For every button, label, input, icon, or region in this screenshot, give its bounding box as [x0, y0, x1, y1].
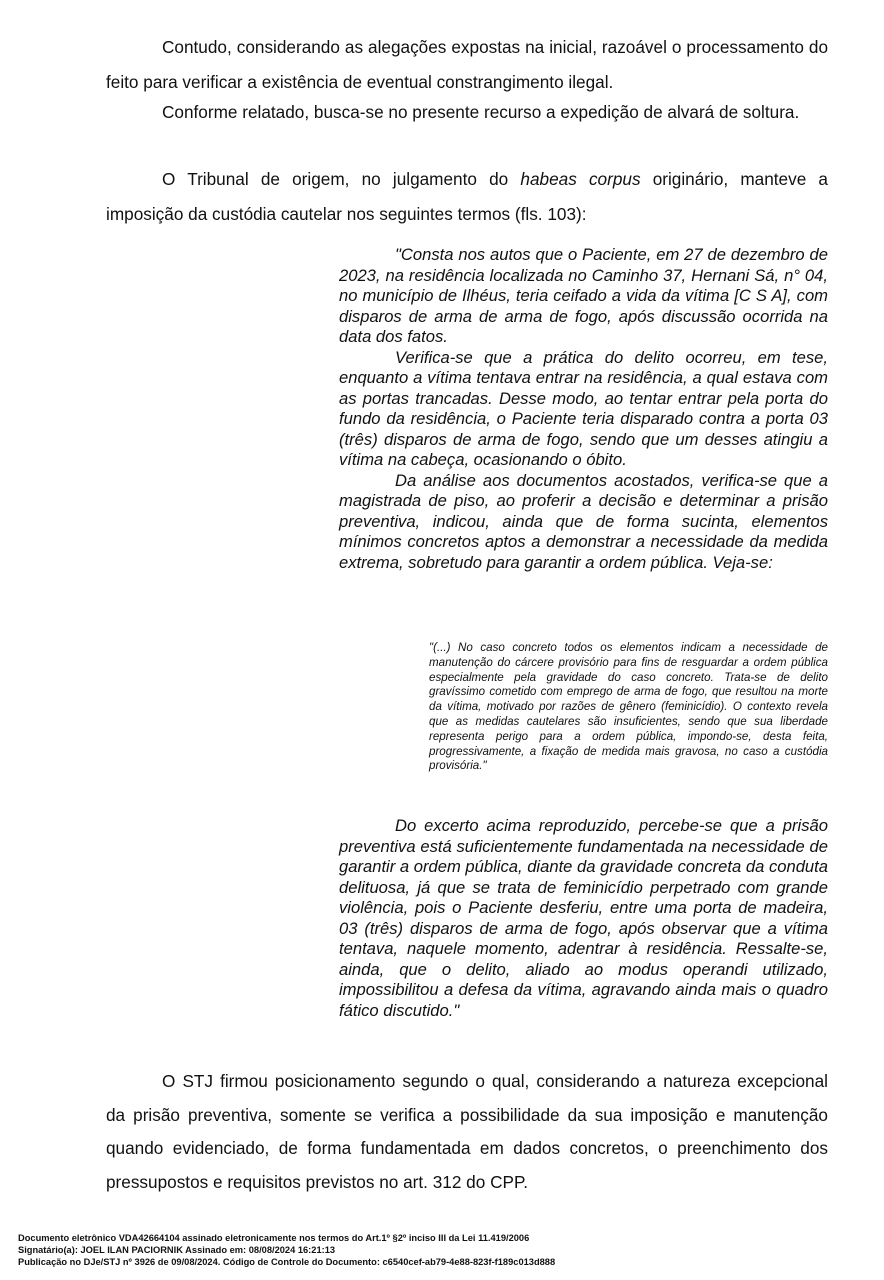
inner-quote: "(...) No caso concreto todos os elementos indicam a necessidade de manutenção do cárcere provisório para fins de resguardar a ordem pública especialmente pela gravidade do caso concreto. Trata-se de delito gravíssimo cometido com emprego de arma de fogo, que resultou na morte da vítima, motivado por razões de gênero (feminicídio). O contexto revela que as medidas cautelares são insuficientes, sendo que sua liberdade representa perigo para a ordem pública, impondo-se, desta feita, progressivamente, a fixação de medida mais gravosa, no caso a custódia provisória." [429, 641, 828, 773]
paragraph-3-italic: habeas corpus [520, 169, 641, 189]
footer-line-1: Documento eletrônico VDA42664104 assinado eletronicamente nos termos do Art.1º §2º inciso III da Lei 11.419/2006 [18, 1233, 530, 1243]
paragraph-4 [106, 1065, 828, 1199]
paragraph-3-text-b: originário, manteve a imposição da custódia cautelar nos seguintes termos (fls. 103): [106, 169, 828, 224]
footer-line-3: Publicação no DJe/STJ nº 3926 de 09/08/2024. Código de Controle do Documento: c6540cef-ab79-4e88-823f-f189c013d888 [18, 1257, 556, 1267]
paragraph-3 [106, 162, 828, 231]
quote-paragraph-4: Do excerto acima reproduzido, percebe-se que a prisão preventiva está suficientemente fundamentada na necessidade de garantir a ordem pública, diante da gravidade concreta da conduta delituosa, já que se trata de feminicídio perpetrado com grande violência, pois o Paciente desferiu, entre uma porta de madeira, 03 (três) disparos de arma de fogo, após observar que a vítima tentava, naquele momento, adentrar à residência. Ressalte-se, ainda, que o delito, aliado ao modus operandi utilizado, impossibilitou a defesa da vítima, agravando ainda mais o quadro fático discutido." [339, 816, 828, 1020]
quote-paragraph-1: "Consta nos autos que o Paciente, em 27 de dezembro de 2023, na residência localizada no Caminho 37, Hernani Sá, n° 04, no município de Ilhéus, teria ceifado a vida da vítima [C S A], com disparos de arma de arma de fogo, após discussão ocorrida na data dos fatos. [339, 245, 828, 346]
paragraph-3-text-a: O Tribunal de origem, no julgamento do [162, 169, 521, 189]
paragraph-1-text: Contudo, considerando as alegações expostas na inicial, razoável o processamento do feito para verificar a existência de eventual constrangimento ilegal. [106, 37, 828, 92]
block-quote-conclusion [339, 816, 828, 1021]
quote-paragraph-3: Da análise aos documentos acostados, verifica-se que a magistrada de piso, ao proferir a decisão e determinar a prisão preventiva, indicou, ainda que de forma sucinta, elementos mínimos concretos aptos a demonstrar a necessidade da medida extrema, sobretudo para garantir a ordem pública. Veja-se: [339, 470, 828, 572]
paragraph-2-text: Conforme relatado, busca-se no presente recurso a expedição de alvará de soltura. [162, 102, 800, 122]
paragraph-1 [106, 30, 828, 99]
footer-line-2: Signatário(a): JOEL ILAN PACIORNIK Assinado em: 08/08/2024 16:21:13 [18, 1245, 336, 1255]
block-quote [339, 245, 828, 573]
paragraph-2 [106, 95, 828, 130]
quote-paragraph-2: Verifica-se que a prática do delito ocorreu, em tese, enquanto a vítima tentava entrar na residência, a qual estava com as portas trancadas. Desse modo, ao tentar entrar pela porta do fundo da residência, o Paciente teria disparado contra a porta 03 (três) disparos de arma de fogo, sendo que um desses atingiu a vítima na cabeça, ocasionando o óbito. [339, 347, 828, 469]
signature-footer [18, 1232, 868, 1268]
paragraph-4-text: O STJ firmou posicionamento segundo o qual, considerando a natureza excepcional da prisão preventiva, somente se verifica a possibilidade da sua imposição e manutenção quando evidenciado, de forma fundamentada em dados concretos, o preenchimento dos pressupostos e requisitos previstos no art. 312 do CPP. [106, 1071, 828, 1192]
